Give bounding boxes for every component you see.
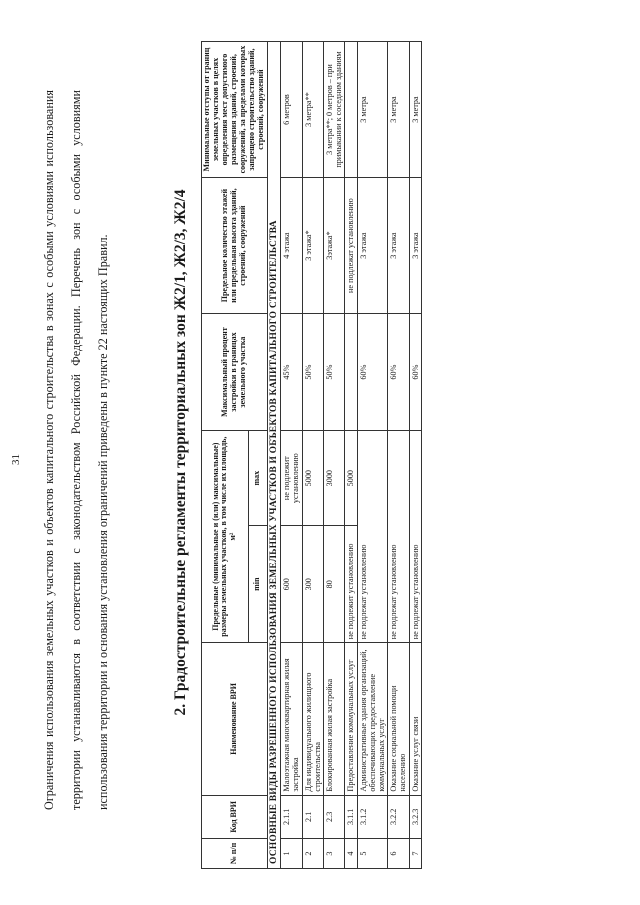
cell-floors: не подлежат установлению (345, 178, 357, 314)
header-floors: Предельное количество этажей или предельная высота зданий, строений, сооружений (202, 178, 268, 314)
cell-name: Малоэтажная многоквартирная жилая застройка (281, 643, 302, 795)
section-heading: 2. Градостроительные регламенты территориальных зон Ж2/1, Ж2/3, Ж2/4 (172, 189, 189, 716)
table-row (324, 42, 345, 869)
cell-num: 4 (345, 839, 357, 869)
body-text (36, 90, 117, 810)
cell-name: Для индивидуального жилищного строительства (302, 643, 323, 795)
cell-setback: 3 метра (409, 42, 421, 178)
cell-size-merged: не подлежат установлению (409, 431, 421, 643)
cell-num: 3 (324, 839, 345, 869)
table-row (281, 42, 302, 869)
section-row (267, 42, 281, 869)
cell-floors: 3 этажа (388, 178, 409, 314)
header-size-group: Предельные (минимальные и (или) максимальные) размеры земельных участков, в том числе их площадь, м² (202, 431, 249, 643)
cell-code: 3.2.2 (388, 795, 409, 839)
cell-min: 600 (281, 526, 302, 643)
cell-max: 3000 (324, 431, 345, 526)
page-number: 31 (10, 454, 22, 465)
cell-floors: 3 этажа (409, 178, 421, 314)
header-row (202, 42, 249, 869)
header-max: max (248, 431, 267, 526)
paragraph-restrictions: Ограничения использования земельных участков и объектов капитального строительства в зонах с особыми условиями использования территории устанавливаются в соответствии с законодательством Российской Федерации. (42, 90, 83, 810)
cell-num: 6 (388, 839, 409, 869)
table-row (345, 42, 357, 869)
cell-num: 7 (409, 839, 421, 869)
cell-code: 2.3 (324, 795, 345, 839)
cell-setback: 6 метров (281, 42, 302, 178)
cell-coverage: 60% (388, 314, 409, 431)
section-title: ОСНОВНЫЕ ВИДЫ РАЗРЕШЕННОГО ИСПОЛЬЗОВАНИЯ ЗЕМЕЛЬНЫХ УЧАСТКОВ И ОБЪЕКТОВ КАПИТАЛЬНОГО СТРОИТЕЛЬСТВА (267, 42, 281, 869)
cell-setback: 3 метра** (302, 42, 323, 178)
header-num: № п/п (202, 839, 268, 869)
cell-code: 3.2.3 (409, 795, 421, 839)
table-row (409, 42, 421, 869)
header-name: Наименование ВРИ (202, 643, 268, 795)
cell-num: 1 (281, 839, 302, 869)
cell-coverage: 60% (409, 314, 421, 431)
header-min: min (248, 526, 267, 643)
table-row (357, 42, 388, 869)
cell-coverage: 50% (302, 314, 323, 431)
cell-coverage: 45% (281, 314, 302, 431)
cell-code: 3.1.1 (345, 795, 357, 839)
cell-min: 300 (302, 526, 323, 643)
cell-coverage: 50% (324, 314, 345, 431)
cell-setback (345, 42, 357, 178)
cell-setback: 3 метра (357, 42, 388, 178)
cell-floors: 3 этажа* (302, 178, 323, 314)
cell-name: Оказание услуг связи (409, 643, 421, 795)
cell-num: 2 (302, 839, 323, 869)
cell-floors: 3 этажа (357, 178, 388, 314)
cell-setback: 3 метра**; 0 метров – при примыкании к соседним зданиям (324, 42, 345, 178)
cell-setback: 3 метра (388, 42, 409, 178)
cell-name: Административные здания организаций, обеспечивающих предоставление коммунальных услуг (357, 643, 388, 795)
header-code: Код ВРИ (202, 795, 268, 839)
header-setback: Минимальные отступы от границ земельных участков в целях определения мест допустимого размещения зданий, строений, сооружений, за пределами которых запрещено строительство зданий, строений, сооружений (202, 42, 268, 178)
cell-max: не подлежит установлению (281, 431, 302, 526)
cell-min: 80 (324, 526, 345, 643)
cell-code: 2.1.1 (281, 795, 302, 839)
regulations-table (201, 41, 422, 869)
table-row (388, 42, 409, 869)
cell-coverage: 60% (357, 314, 388, 431)
cell-num: 5 (357, 839, 388, 869)
cell-name: Предоставление коммунальных услуг (345, 643, 357, 795)
header-coverage: Максимальный процент застройки в границах земельного участка (202, 314, 268, 431)
table-row (302, 42, 323, 869)
cell-min: не подлежит установлению (345, 526, 357, 643)
cell-name: Блокированная жилая застройка (324, 643, 345, 795)
cell-floors: 4 этажа (281, 178, 302, 314)
cell-code: 2.1 (302, 795, 323, 839)
cell-code: 3.1.2 (357, 795, 388, 839)
paragraph-zone-list: Перечень зон с особыми условиями использования территории и основания установления ограничений приведены в пункте 22 настоящих Правил. (69, 89, 110, 810)
cell-floors: 3этажа* (324, 178, 345, 314)
cell-max: 5000 (345, 431, 357, 526)
cell-name: Оказание социальной помощи населению (388, 643, 409, 795)
cell-coverage (345, 314, 357, 431)
cell-size-merged: не подлежат установлению (357, 431, 388, 643)
cell-max: 5000 (302, 431, 323, 526)
cell-size-merged: не подлежат установлению (388, 431, 409, 643)
